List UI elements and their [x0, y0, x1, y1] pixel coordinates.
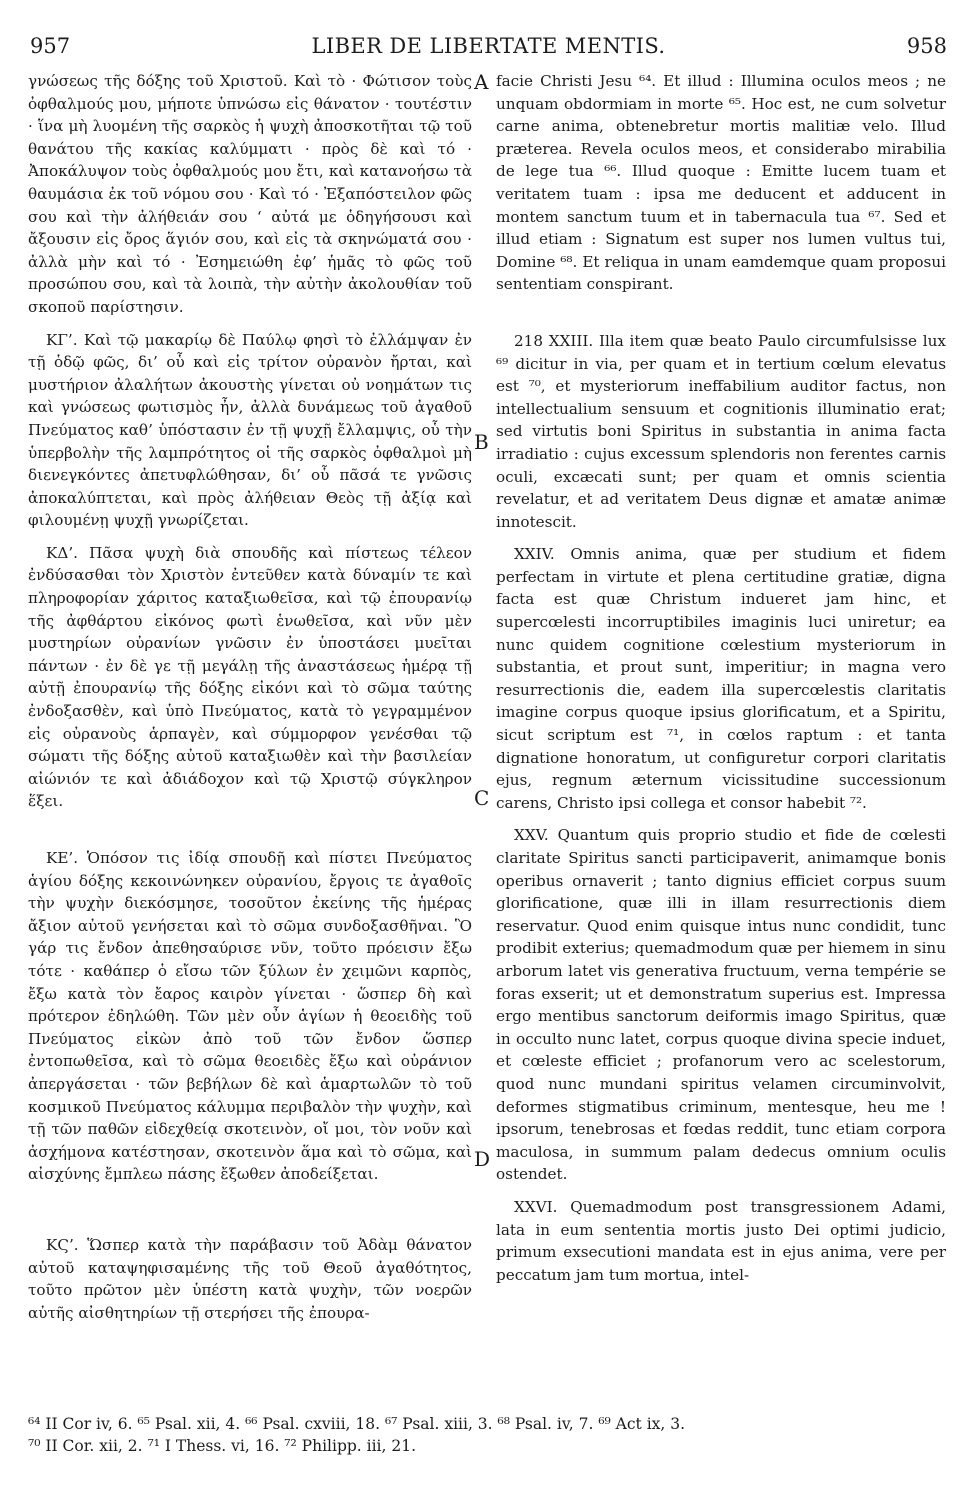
greek-paragraph: γνώσεως τῆς δόξης τοῦ Χριστοῦ. Καὶ τὸ · Φώτισον τοὺς ὀφθαλμούς μου, μήποτε ὑπνώσω εἰς θάνατον · τουτέστιν · ἵνα μὴ λυομένη τῆς σαρκὸς ἡ ψυχὴ ἀποσκοτῆται τῷ τοῦ θανάτου τῆς κακίας καλύμματι · πρὸς δὲ καὶ τό · Ἀποκάλυψον τοὺς ὀφθαλμούς μου ἔτι, καὶ κατανοήσω τὰ θαυμάσια ἐκ τοῦ νόμου σου · Καὶ τό · Ἐξαπόστειλον φῶς σου καὶ τὴν ἀλήθειάν σου ‘ αὐτά με ὁδηγήσουσι καὶ ἄξουσιν εἰς ὄρος ἅγιόν σου, καὶ εἰς τὰ σκηνώματά σου · ἀλλὰ μὴν καὶ τό · Ἐσημειώθη ἐφ’ ἡμᾶς τὸ φῶς τοῦ προσώπου σου, καὶ τὰ λοιπὰ, τὴν αὐτὴν ἀκολουθίαν τοῦ σκοποῦ παρίστησιν. [28, 72, 472, 316]
greek-paragraph: ΚϚ’. Ὥσπερ κατὰ τὴν παράβασιν τοῦ Ἀδὰμ θάνατον αὐτοῦ καταψηφισαμένης τῆς τοῦ Θεοῦ ἀγαθότητος, τοῦτο πρῶτον μὲν ὑπέστη κατὰ ψυχὴν, τῶν νοερῶν αὐτῆς αἰσθητηρίων τῇ στερήσει τῆς ἐπουρα- [28, 1235, 472, 1322]
greek-paragraph: ΚΔ’. Πᾶσα ψυχὴ διὰ σπουδῆς καὶ πίστεως τέλεον ἐνδύσασθαι τὸν Χριστὸν ἐντεῦθεν κατὰ δύναμίν τε καὶ πληροφορίαν χάριτος καταξιωθεῖσα, καὶ τῷ ἐπουρανίῳ τῆς ἀφθάρτου εἰκόνος φωτὶ ἑνωθεῖσα, καὶ νῦν μὲν μυστηρίων οὐρανίων γνῶσιν ἐν ὑποστάσει μυεῖται πάντων · ἐν δὲ γε τῇ μεγάλῃ τῆς ἀναστάσεως ἡμέρᾳ τῇ αὐτῇ ἐπουρανίῳ τῆς δόξης εἰκόνι καὶ τὸ σῶμα ταύτης ἐνδοξασθὲν, καὶ ὑπὸ Πνεύματος, κατὰ τὸ γεγραμμένον εἰς οὐρανοὺς ἁρπαγὲν, καὶ σύμμορφον γενέσθαι τῷ σώματι τῆς δόξης αὐτοῦ καταξιωθὲν καὶ τὴν βασιλείαν αἰώνιόν τε καὶ ἀδιάδοχον καὶ τῷ Χριστῷ σύγκληρον ἕξει. [28, 543, 472, 811]
margin-letter-d: D [474, 1147, 491, 1171]
footnote-line: ⁷⁰ II Cor. xii, 2. ⁷¹ I Thess. vi, 16. ⁷² Philipp. iii, 21. [28, 1437, 417, 1455]
page-number-right: 958 [906, 34, 947, 58]
footnote-line: ⁶⁴ II Cor iv, 6. ⁶⁵ Psal. xii, 4. ⁶⁶ Psal. cxviii, 18. ⁶⁷ Psal. xiii, 3. ⁶⁸ Psal. iv, 7. ⁶⁹ Act ix, 3. [28, 1415, 686, 1433]
greek-column [28, 70, 472, 1324]
margin-letter-b: B [474, 430, 489, 454]
margin-letter-c: C [474, 786, 490, 810]
latin-paragraph: facie Christi Jesu ⁶⁴. Et illud : Illumina oculos meos ; ne unquam obdormiam in morte ⁶⁵. Hoc est, ne cum solvetur carne anima, obtenebretur mortis malitiæ velo. Illud præterea. Revela oculos meos, et considerabo mirabilia de lege tua ⁶⁶. Illud quoque : Emitte lucem tuam et veritatem tuam : ipsa me deducent et adducent in montem sanctum tuum et in tabernacula tua ⁶⁷. Sed et illud etiam : Signatum est super nos lumen vultus tui, Domine ⁶⁸. Et reliqua in unam eamdemque quam proposui sententiam conspirant. [496, 72, 946, 294]
running-title: LIBER DE LIBERTATE MENTIS. [311, 34, 666, 58]
greek-paragraph: ΚΕ’. Ὁπόσον τις ἰδίᾳ σπουδῇ καὶ πίστει Πνεύματος ἁγίου δόξης κεκοινώνηκεν οὐρανίου, ἔργοις τε ἀγαθοῖς τὴν ψυχὴν διεκόσμησε, τοσοῦτον ἐκείνης τῆς ἡμέρας ἄξιον αὐτοῦ γενήσεται καὶ τὸ σῶμα συνδοξασθῆναι. Ὃ γάρ τις ἔνδον ἀπεθησαύρισε νῦν, τοῦτο πρόεισιν ἔξω τότε · καθάπερ ὁ εἴσω τῶν ξύλων ἐν χειμῶνι καρπὸς, ἔξω κατὰ τὸν ἔαρος καιρὸν γίνεται · ὥσπερ δὴ καὶ πρότερον ἐδηλώθη. Τῶν μὲν οὖν ἁγίων ἡ θεοειδὴς τοῦ Πνεύματος εἰκὼν ἀπὸ τοῦ τῶν ἔνδον ὥσπερ ἐντοπωθεῖσα, καὶ τὸ σῶμα θεοειδὲς ἔξω καὶ οὐράνιον ἀπεργάσεται · τῶν βεβήλων δὲ καὶ ἁμαρτωλῶν τὸ τοῦ κοσμικοῦ Πνεύματος κάλυμμα περιβαλὸν τὴν ψυχὴν, καὶ τῇ τῶν παθῶν εἰδεχθείᾳ σκοτεινὸν, οἴ μοι, τὸν νοῦν καὶ ἀσχήμονα κατέστησαν, σκοτεινὸν ἅμα καὶ τὸ σῶμα, καὶ αἰσχύνης ἔμπλεω πάσης ἔξωθεν ἀποδείξεται. [28, 849, 472, 1184]
margin-letter-a: A [474, 70, 489, 94]
latin-paragraph: 218 XXIII. Illa item quæ beato Paulo circumfulsisse lux ⁶⁹ dicitur in via, per quam et in tertium cœlum elevatus est ⁷⁰, et mysteriorum ineffabilium auditor factus, non intellectualium sensuum et cognitionis illuminatio erat; sed virtutis boni Spiritus in substantia in anima facta irradiatio : cujus excessum splendoris non ferentes carnis oculi, excæcati sunt; per quam et omnis scientia revelatur, et ad veritatem Deus dignæ et amatæ animæ innotescit. [496, 331, 946, 531]
page-number-left: 957 [30, 34, 71, 58]
running-header [30, 34, 947, 62]
latin-paragraph: XXIV. Omnis anima, quæ per studium et fidem perfectam in virtute et plena certitudine gratiæ, digna facta est quæ Christum indueret jam hinc, et supercœlesti incorruptibiles imaginis luci uniretur; ea nunc quidem cognitione cœlestium mysteriorum in substantia, et prout sunt, imperitiur; in magna vero resurrectionis die, eadem illa supercœlestis claritatis imagine corpus quoque ipsius glorificatum, et a Spiritu, sicut scriptum est ⁷¹, in cœlos raptum : et tanta dignatione honoratum, ut configuretur corpori claritatis ejus, regnum æternum vicissitudine successionum carens, Christo ipsi collega et consor habebit ⁷². [496, 545, 946, 812]
latin-paragraph: XXVI. Quemadmodum post transgressionem Adami, lata in eum sententia mortis justo Dei optimi judicio, primum exsecutioni mandata est in ejus anima, vere per peccatum jam tum mortua, intel- [496, 1197, 946, 1284]
latin-paragraph: XXV. Quantum quis proprio studio et fide de cœlesti claritate Spiritus sancti participaverit, animamque bonis operibus ornaverit ; tanto dignius efficiet corpus suum glorificatione, quæ illi in illam resurrectionis diem reservatur. Quod enim quisque intus nunc condidit, tunc prodibit exterius; quemadmodum quæ per hiemem in sinu arborum latet vis generativa fructuum, verna tempérie se foras exserit; ut et demonstratum superius est. Impressa ergo mentibus sanctorum deiformis imago Spiritus, quæ in occulto nunc latet, corpus quoque divina specie induet, et cœleste efficiet ; profanorum vero ac scelestorum, quod nunc mundani spiritus velamen circuminvolvit, deformes stigmatibus criminum, mentesque, heu me ! ipsorum, tenebrosas et fœdas reddit, tunc etiam corpora maculosa, in summum palam dedecus omnium oculis ostendet. [496, 826, 946, 1184]
footnotes [28, 1413, 949, 1457]
greek-paragraph: ΚΓ’. Καὶ τῷ μακαρίῳ δὲ Παύλῳ φησὶ τὸ ἐλλάμψαν ἐν τῇ ὁδῷ φῶς, δι’ οὗ καὶ εἰς τρίτον οὐρανὸν ἤρται, καὶ μυστήριον ἀλαλήτων ἀκουστὴς γίνεται οὐ νοημάτων τις καὶ γνώσεως φωτισμὸς ἦν, ἀλλὰ δυνάμεως τοῦ ἀγαθοῦ Πνεύματος καθ’ ὑπόστασιν ἐν τῇ ψυχῇ ἔλλαμψις, οὗ τὴν ὑπερβολὴν τῆς λαμπρότητος οἱ τῆς σαρκὸς ὀφθαλμοὶ μὴ διενεγκόντες ἀπετυφλώθησαν, δι’ οὗ πᾶσά τε γνῶσις ἀποκαλύπτεται, καὶ πρὸς ἀλήθειαν Θεὸς τῇ ἀξίᾳ καὶ φιλουμένῃ ψυχῇ γνωρίζεται. [28, 330, 472, 530]
latin-column [496, 70, 946, 1286]
